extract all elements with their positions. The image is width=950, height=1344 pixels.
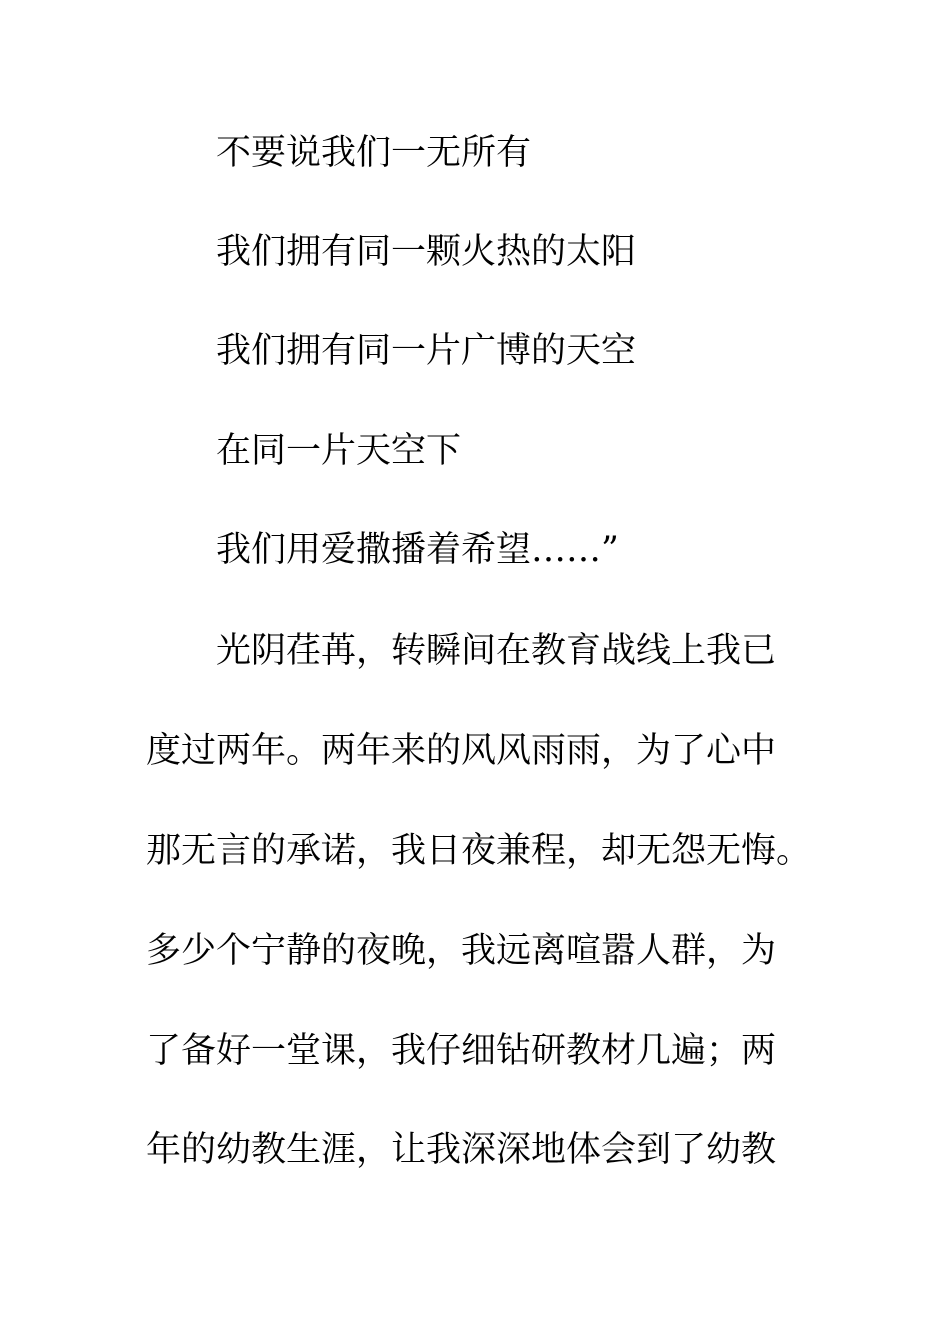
- poem-line: 不要说我们一无所有: [216, 133, 532, 173]
- paragraph-line: 了备好一堂课，我仔细钻研教材几遍；两: [146, 1031, 777, 1071]
- paragraph-line: 光阴荏苒，转瞬间在教育战线上我已: [216, 631, 777, 671]
- paragraph-line: 年的幼教生涯，让我深深地体会到了幼教: [146, 1130, 777, 1170]
- paragraph-line: 多少个宁静的夜晚，我远离喧嚣人群，为: [146, 931, 777, 971]
- paragraph-line: 那无言的承诺，我日夜兼程，却无怨无悔。: [146, 831, 812, 871]
- paragraph-line: 度过两年。两年来的风风雨雨，为了心中: [146, 731, 777, 771]
- poem-line: 在同一片天空下: [216, 431, 462, 471]
- poem-line: 我们拥有同一片广博的天空: [216, 331, 637, 371]
- poem-line: 我们拥有同一颗火热的太阳: [216, 232, 637, 272]
- poem-line: 我们用爱撒播着希望……”: [216, 530, 619, 570]
